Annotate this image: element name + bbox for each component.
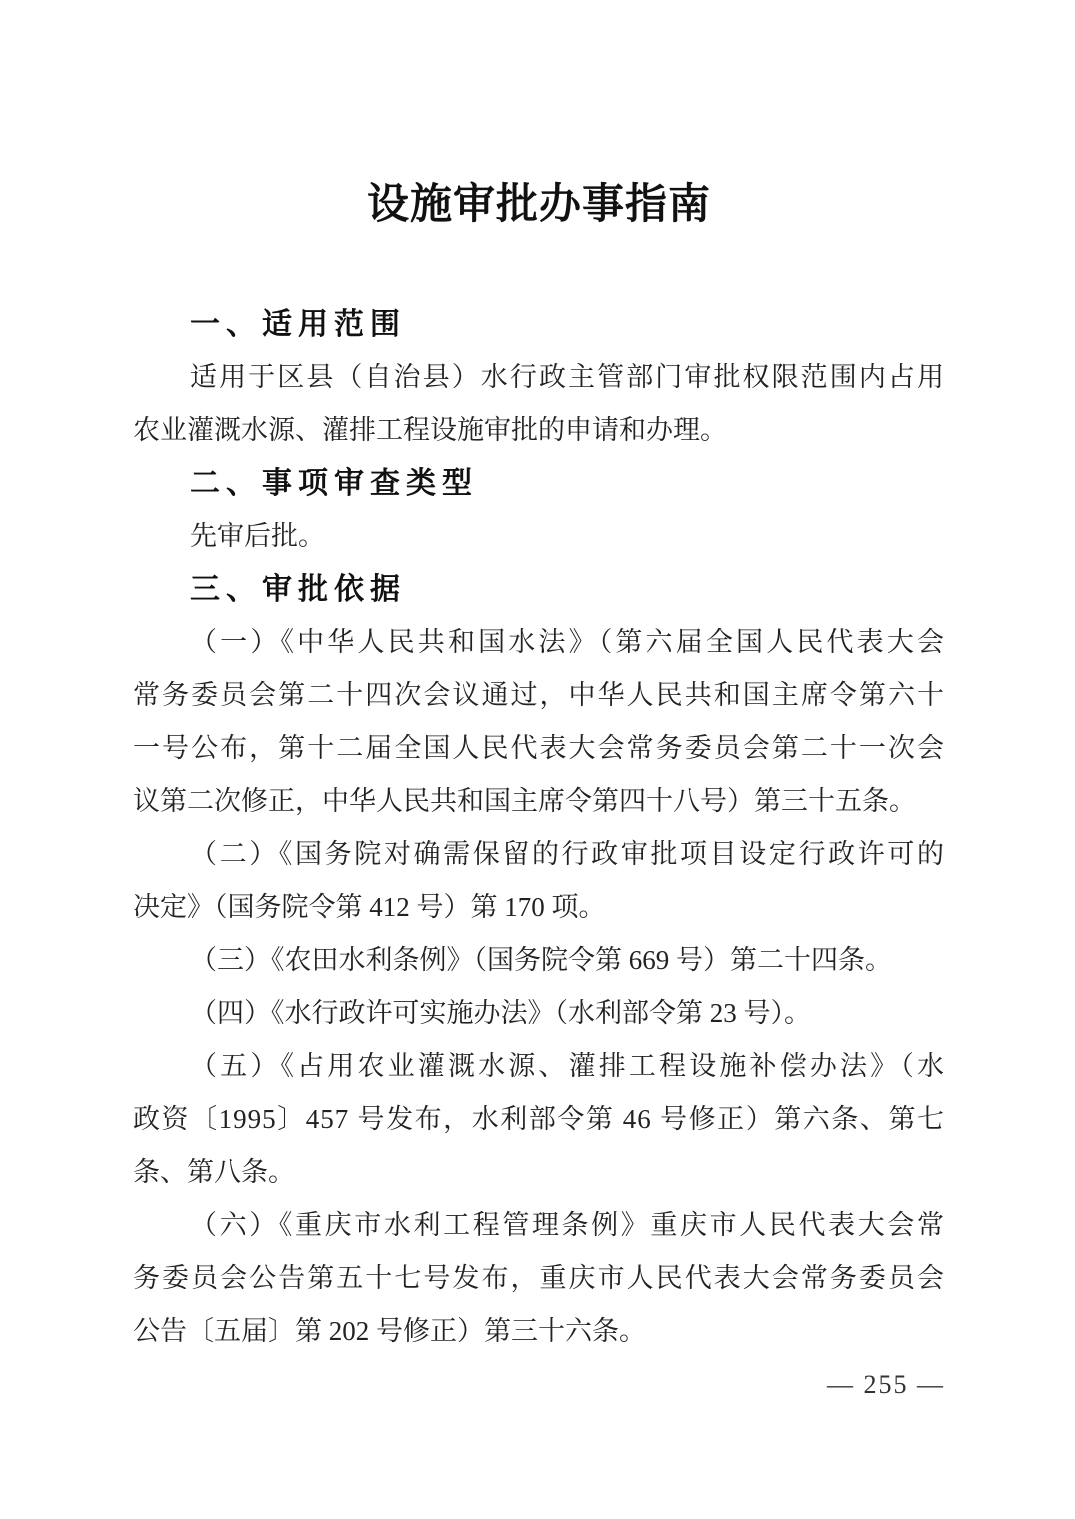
- body-line: 一号公布，第十二届全国人民代表大会常务委员会第二十一次会: [133, 733, 945, 763]
- body-line: 常务委员会第二十四次会议通过，中华人民共和国主席令第六十: [133, 680, 945, 710]
- body-line: （三）《农田水利条例》（国务院令第 669 号）第二十四条。: [190, 945, 892, 975]
- page-number: — 255 —: [827, 1370, 945, 1399]
- body-line: 务委员会公告第五十七号发布，重庆市人民代表大会常务委员会: [133, 1263, 945, 1293]
- body-line: 先审后批。: [190, 521, 325, 551]
- body-line: （一）《中华人民共和国水法》（第六届全国人民代表大会: [190, 627, 945, 657]
- body-line: 农业灌溉水源、灌排工程设施审批的申请和办理。: [133, 415, 727, 445]
- body-line: 公告〔五届〕第 202 号修正）第三十六条。: [133, 1316, 646, 1346]
- body-line: 政资〔1995〕457 号发布，水利部令第 46 号修正）第六条、第七: [133, 1104, 945, 1134]
- body-line: （五）《占用农业灌溉水源、灌排工程设施补偿办法》（水: [190, 1051, 945, 1081]
- section-heading-scope: 一、适用范围: [190, 308, 406, 341]
- body-line: 决定》（国务院令第 412 号）第 170 项。: [133, 892, 606, 922]
- body-line: 适用于区县（自治县）水行政主管部门审批权限范围内占用: [190, 362, 945, 392]
- body-line: （二）《国务院对确需保留的行政审批项目设定行政许可的: [190, 839, 945, 869]
- document-body: [133, 298, 945, 1411]
- section-heading-approval-basis: 三、审批依据: [190, 573, 406, 606]
- page-title: 设施审批办事指南: [366, 182, 711, 228]
- body-line: 议第二次修正，中华人民共和国主席令第四十八号）第三十五条。: [133, 786, 916, 816]
- body-line: 条、第八条。: [133, 1157, 295, 1187]
- body-line: （六）《重庆市水利工程管理条例》重庆市人民代表大会常: [190, 1210, 945, 1240]
- body-line: （四）《水行政许可实施办法》（水利部令第 23 号）。: [190, 998, 811, 1028]
- section-heading-review-type: 二、事项审查类型: [190, 467, 478, 500]
